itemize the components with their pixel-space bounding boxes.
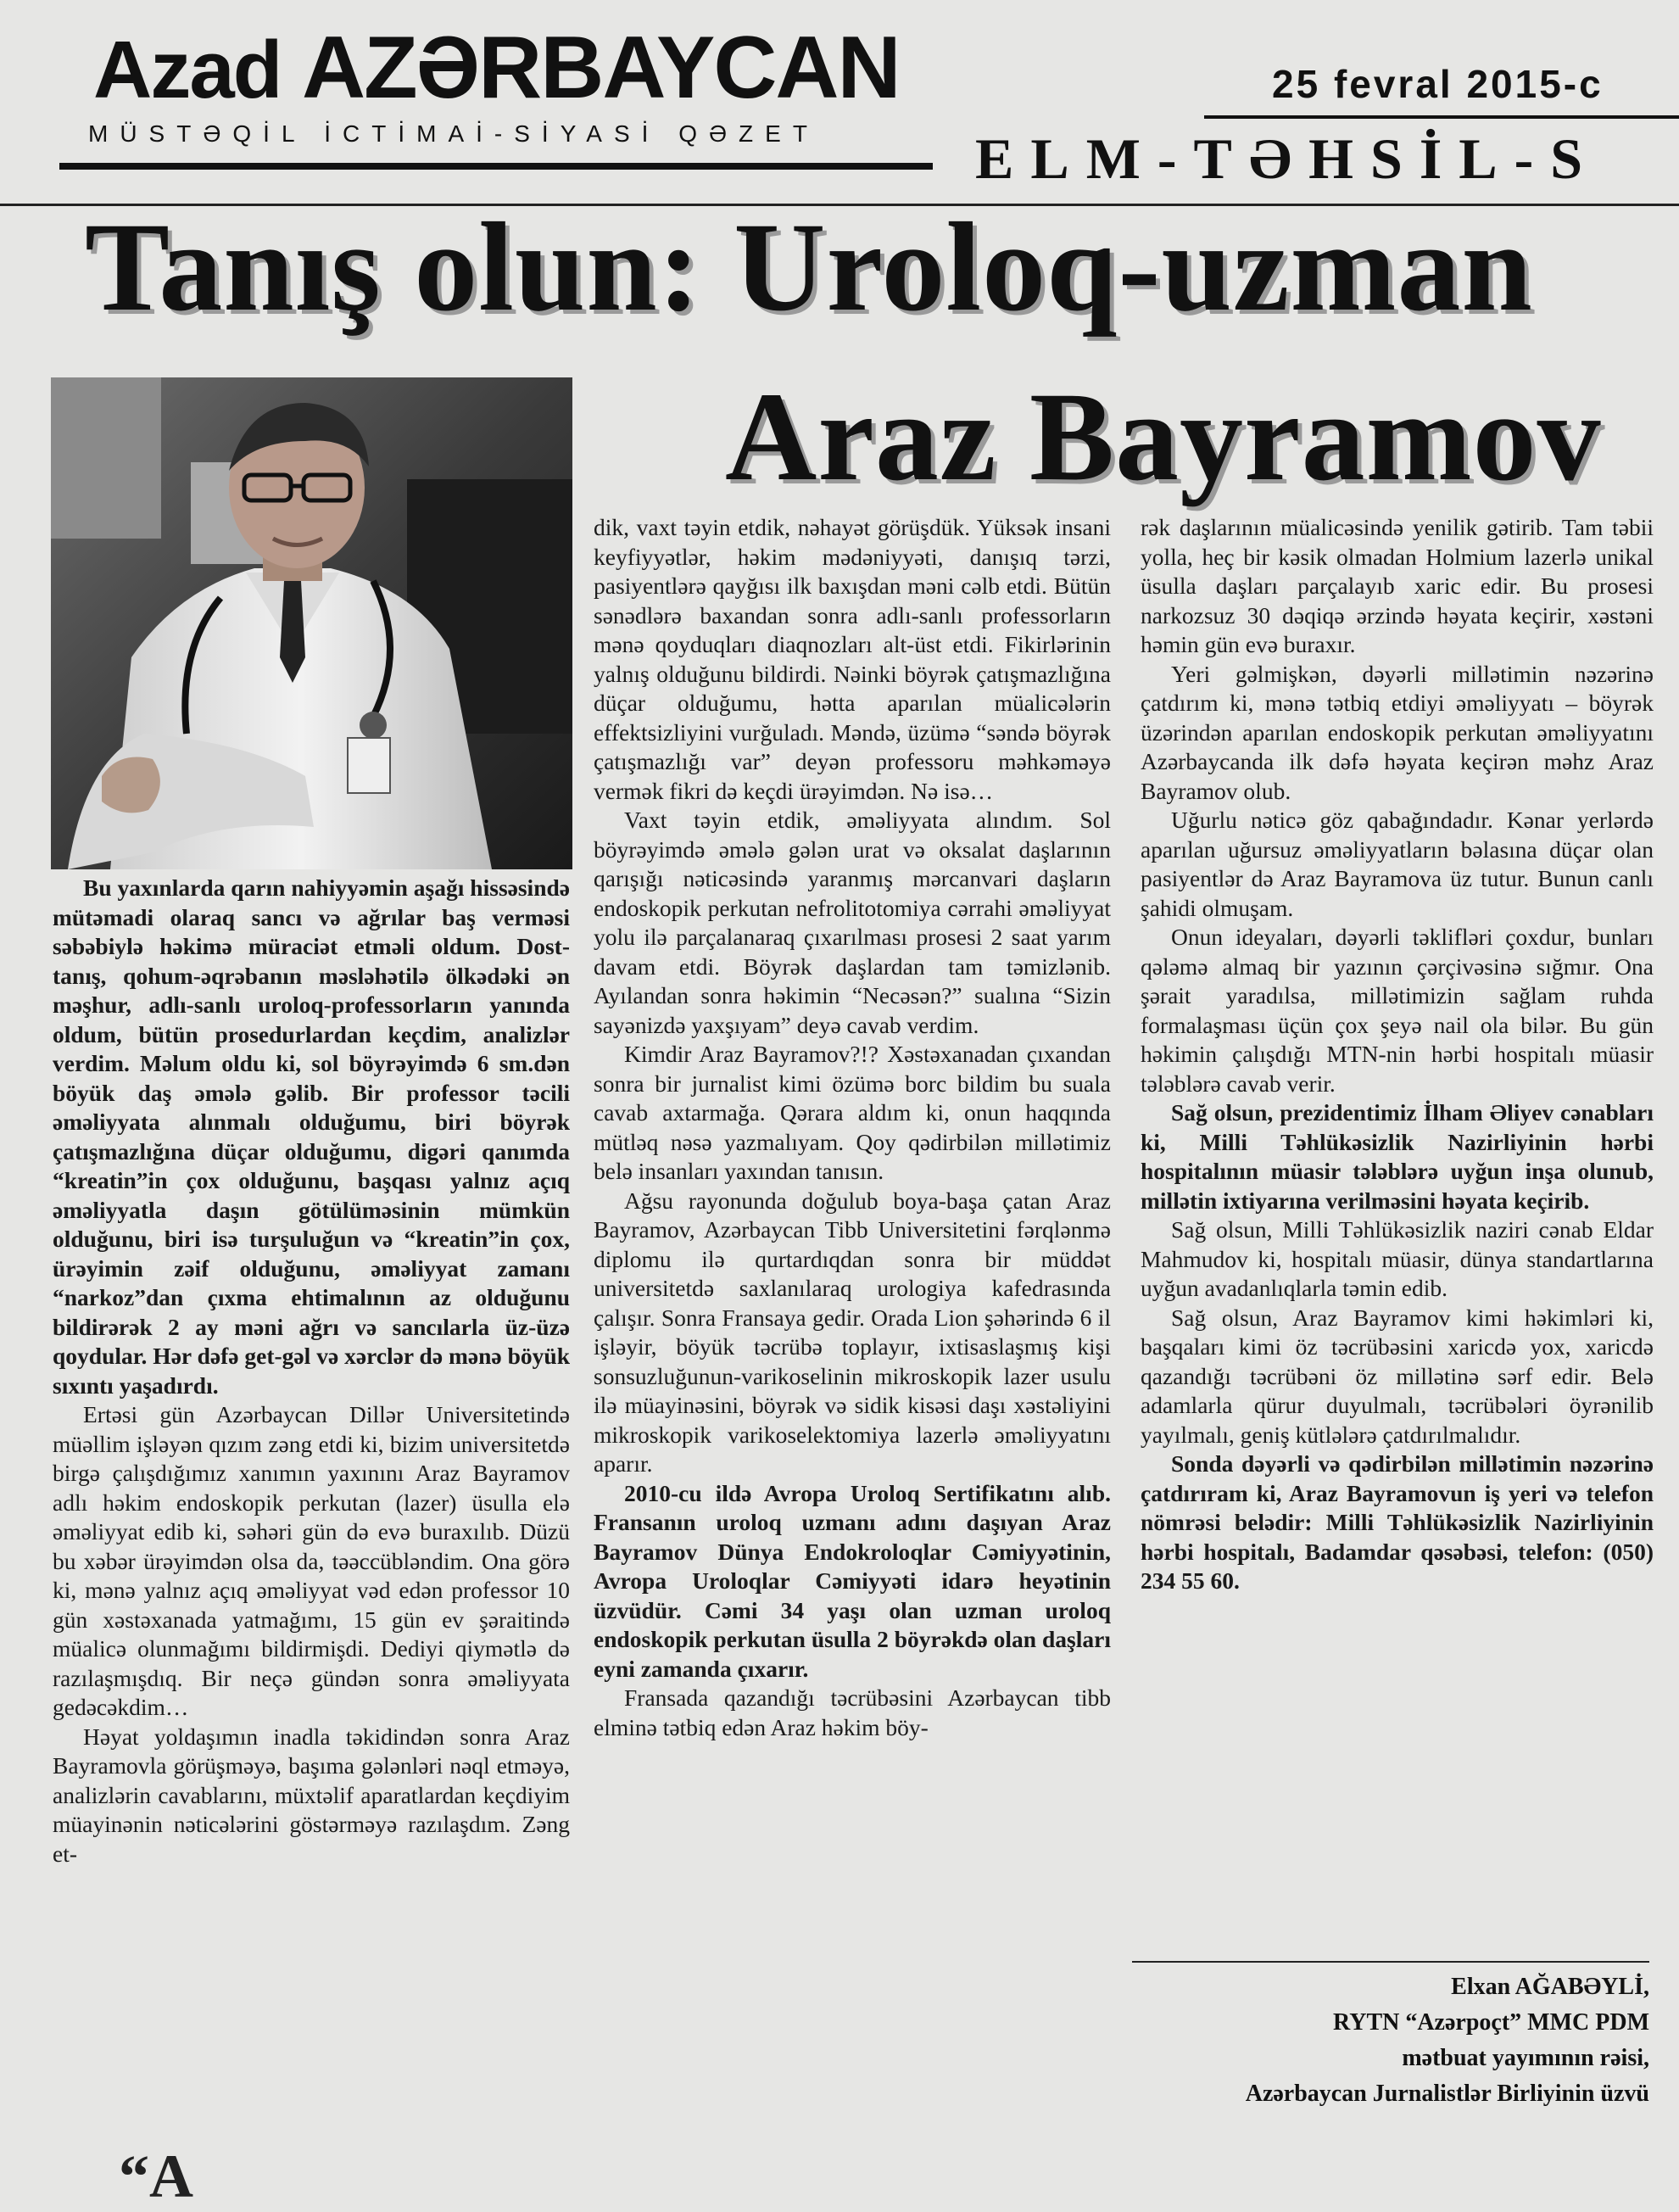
paragraph: Fransada qazandığı təcrübəsini Azərbaycan tibb elminə tətbiq edən Araz həkim böy- [594,1684,1111,1740]
paragraph: Onun ideyaları, dəyərli təklifləri çoxdur, bunları qələmə almaq bir yazının çərçivəsinə sığmır. Ona şərait yaradılsa, millətimizin sağlam ruhda formalaşması üçün çox şeyə nail ola bilər. Bu gün həkimin çalışdığı MTN-nin hərbi hospitalı müasir tələblərə cavab verir. [1141,924,1654,1097]
masthead-rule [59,163,933,170]
newspaper-name-main: AZƏRBAYCAN [302,19,900,117]
article-column-1 [53,874,570,1868]
paragraph: rək daşlarının müalicəsində yenilik gətirib. Tam təbii yolla, heç bir kəsik olmadan Holmium lazerlə unikal üsulla daşları parçalayıb xaric edir. Bu prosesi narkozsuz 30 dəqiqə ərzində həyata keçirir, xəstəni həmin gün evə buraxır. [1141,514,1654,657]
author-position-line-2: mətbuat yayımının rəisi, [1402,2045,1649,2071]
headline-line-1: Tanış olun: Uroloq-uzman [85,197,1533,338]
paragraph: Ağsu rayonunda doğulub boya-başa çatan Araz Bayramov, Azərbaycan Tibb Universitetini fərqlənmə diplomu ilə qurtardıqdan sonra bir müddət universitetdə saxlanılaraq urologiya kafedrasında çalışır. Sonra Fransaya gedir. Orada Lion şəhərində 6 il işləyir, böyük təcrübə toplayır, ixtisaslaşmış kişi sonsuzluğunun-varikoselinin mikroskopik lazer usulu ilə müayinəsini, böyrək və sidik kisəsi daşı xəstəliyini mikroskopik varikoselektomiya lazerlə əməliyyatını aparır. [594,1187,1111,1477]
paragraph: 2010-cu ildə Avropa Uroloq Sertifikatını alıb. Fransanın uroloq uzmanı adını daşıyan Araz Bayramov Dünya Endokroloqlar Cəmiyyətinin, Avropa Uroloqlar Cəmiyyəti idarə heyətinin üzvüdür. Cəmi 34 yaşı olan uzman uroloq endoskopik perkutan üsulla 2 böyrəkdə olan daşları eyni zamanda çıxarır. [594,1479,1111,1682]
paragraph: Uğurlu nəticə göz qabağındadır. Kənar yerlərdə aparılan uğursuz əməliyyatların bəlasına düçar olan pasiyentlər də Araz Bayramova üz tutur. Bunun canlı şahidi olmuşam. [1141,807,1654,921]
author-signature [1136,1969,1649,2112]
paragraph: Vaxt təyin etdik, əməliyyata alındım. Sol böyrəyimdə əmələ gələn urat və oksalat daşlarının qarışığı nəticəsində yaranmış mərcanvari daşların endoskopik perkutan nefrolitotomiya cərrahi əməliyyat yolu ilə parçalanaraq çıxarılması prosesi 2 saat yarım davam etdi. Böyrək daşlardan tam təmizlənib. Ayılandan sonra həkimin “Necəsən?” sualına “Sizin sayənizdə yaxşıyam” deyə cavab verdim. [594,807,1111,1038]
author-membership: Azərbaycan Jurnalistlər Birliyinin üzvü [1245,2081,1649,2107]
paragraph: Bu yaxınlarda qarın nahiyyəmin aşağı hissəsində mütəmadi olaraq sancı və ağrılar baş verməsi səbəbiylə həkimə müraciət etməli oldum. Dost-tanış, qohum-əqrəbanın məsləhətilə ölkədəki ən məşhur, adlı-sanlı uroloq-professorların yanında oldum, bütün prosedurlardan keçdim, analizlər verdim. Məlum oldu ki, sol böyrəyimdə 6 sm.dən böyük daş əmələ gəlib. Bir professor təcili əməliyyata alınmalı olduğumu, biri böyrək çatışmazlığına düçar olduğumu, digəri qanımda “kreatin”in çox olduğunu, başqası yalnız açıq əməliyyatla daşın götülüməsinin mümkün olduğunu, biri isə turşuluğun və “kreatin”in çox, ürəyimin zəif olduğunu, əməliyyat zamanı “narkoz”dan çıxma ehtimalının az olduğunu bildirərək 2 ay məni ağrı və sancılarla üz-üzə qoydular. Hər dəfə get-gəl və xərclər də mənə böyük sıxıntı yaşadırdı. [53,874,570,1399]
doctor-photo [51,377,572,869]
date-rule [1204,115,1679,119]
paragraph: Yeri gəlmişkən, dəyərli millətimin nəzərinə çatdırım ki, mənə tətbiq etdiyi əməliyyatı – böyrək üzərindən aparılan endoskopik perkutan əməliyyatını Azərbaycanda ilk dəfə həyata keçirən məhz Araz Bayramov olub. [1141,660,1654,804]
section-title: ELM-TƏHSİL-S [975,126,1600,191]
paragraph: Sağ olsun, prezidentimiz İlham Əliyev cənabları ki, Milli Təhlükəsizlik Nazirliyinin hərbi hospitalının müasir tələblərə uyğun inşa olunub, millətin ixtiyarına verilməsini həyata keçirib. [1141,1099,1654,1214]
author-name: Elxan AĞABƏYLİ, [1451,1974,1649,2000]
paragraph: Sağ olsun, Milli Təhlükəsizlik naziri cənab Eldar Mahmudov ki, hospitalı müasir, dünya standartlarına uyğun avadanlıqlarla təmin edib. [1141,1216,1654,1301]
paragraph: Sonda dəyərli və qədirbilən millətimin nəzərinə çatdırıram ki, Araz Bayramovun iş yeri və telefon nömrəsi belədir: Milli Təhlükəsizlik Nazirliyinin hərbi hospitalı, Badamdar qəsəbəsi, telefon: (050) 234 55 60. [1141,1450,1654,1594]
article-column-2 [594,513,1111,1742]
next-article-fragment [0,2142,1679,2210]
signature-rule [1132,1961,1649,1963]
paragraph: dik, vaxt təyin etdik, nəhayət görüşdük. Yüksək insani keyfiyyətlər, həkim mədəniyyəti, danışıq tərzi, pasiyentlərə qayğısı ilk baxışdan məni cəlb etdi. Bütün sənədlərə baxandan sonra adlı-sanlı professorların mənə qoyduqları diaqnozları alt-üst etdi. Fikirlərinin yalnış olduğunu bildirdi. Nəinki böyrək çatışmazlığına düçar olduğumu, hətta aparılan müalicələrin effektsizliyini vurğuladı. Məndə, üzümə “səndə böyrək çatışmazlığı var” deyən professoru məhkəməyə vermək fikri də keçdi ürəyimdən. Nə isə… [594,514,1111,804]
issue-date: 25 fevral 2015-c [1272,62,1604,106]
newspaper-tagline: MÜSTƏQİL İCTİMAİ-SİYASİ QƏZET [88,120,819,147]
author-position-line-1: RYTN “Azərpoçt” MMC PDM [1332,2009,1649,2036]
newspaper-name [93,19,900,117]
paragraph: Həyat yoldaşımın inadla təkidindən sonra Araz Bayramovla görüşməyə, başıma gələnləri nəql etməyə, analizlərin cavablarını, müxtəlif aparatlardan keçdiyim müayinənin nəticələrini göstərməyə razılaşdım. Zəng et- [53,1723,570,1867]
paragraph: Ertəsi gün Azərbaycan Dillər Universitetində müəllim işləyən qızım zəng etdi ki, bizim universitetdə birgə çalışdığımız xanımın yaxınını Araz Bayramov adlı həkim endoskopik perkutan (lazer) üsulla elə əməliyyat edib ki, səhəri gün də evə buraxılıb. Düzü bu xəbər ürəyimdən olsa da, təəccübləndim. Ona görə ki, mənə yalnız açıq əməliyyat vəd edən professor 10 gün xəstəxanada yatmağımı, 15 gün ev şəraitində müalicə olunmağımı bildirmişdi. Dediyi qiymətlə də razılaşmışdıq. Bir neçə gündən sonra əməliyyata gedəcəkdim… [53,1401,570,1720]
doctor-portrait-image [51,377,572,869]
article-column-3 [1141,513,1654,1596]
paragraph: Sağ olsun, Araz Bayramov kimi həkimləri ki, başqaları kimi öz təcrübəsini xaricdə yox, xaricdə qazandığı təcrübəni öz millətinə sərf edir. Belə adamlarla qürur duyulmalı, təcrübələri öyrənilib yayılmalı, geniş kütlələrə çatdırılmalıdır. [1141,1304,1654,1448]
next-headline-fragment: “A [119,2142,193,2210]
headline-line-2: Araz Bayramov [725,366,1602,507]
newspaper-name-prefix: Azad [93,25,303,115]
paragraph: Kimdir Araz Bayramov?!? Xəstəxanadan çıxandan sonra bir jurnalist kimi özümə borc bildim bu suala cavab axtarmağa. Qərara aldım ki, onun haqqında mütləq nəsə yazmalıyam. Qoy qədirbilən millətimiz belə insanları yaxından tanısın. [594,1041,1111,1184]
